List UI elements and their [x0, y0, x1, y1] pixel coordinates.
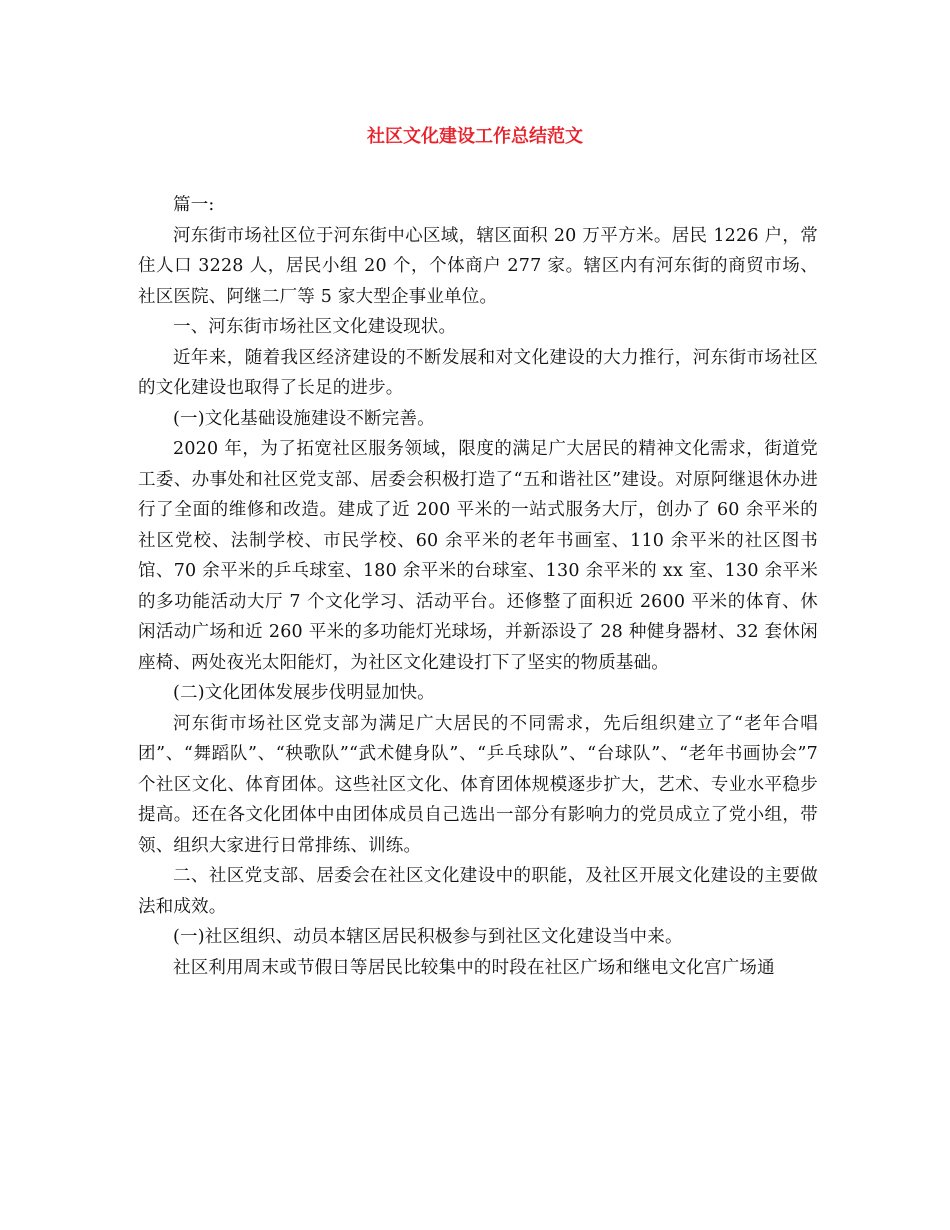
paragraph-activities: 社区利用周末或节假日等居民比较集中的时段在社区广场和继电文化宫广场通 [173, 957, 775, 978]
paragraph-subheading-2: (二)文化团体发展步伐明显加快。 [173, 683, 435, 703]
paragraph-cultural-groups: 河东街市场社区党支部为满足广大居民的不同需求，先后组织建立了“老年合唱团”、“舞蹈队”、“秧歌队”“武术健身队”、“乒乓球队”、“台球队”、“老年书画协会”7 个社区文化、体育团体。这些社区文化、体育团体规模逐步扩大，艺术、专业水平稳步提高。还在各文化团体中由团体成员自己选出一部分有影响力的党员成立了党小组，带领、组织大家进行日常排练、训练。 [138, 713, 818, 856]
paragraph-subheading-1: (一)文化基础设施建设不断完善。 [173, 408, 435, 429]
paragraph-heading-1: 一、河东街市场社区文化建设现状。 [173, 317, 457, 337]
paragraph-facilities: 2020 年，为了拓宽社区服务领域，限度的满足广大居民的精神文化需求，街道党工委、办事处和社区党支部、居委会积极打造了“五和谐社区”建设。对原阿继退休办进行了全面的维修和改造。建成了近 200 平米的一站式服务大厅，创办了 60 余平米的社区党校、法制学校、市民学校、60 余平米的老年书画室、110 余平米的社区图书馆、70 余平米的乒乓球室、180 余平米的台球室、130 余平米的 xx 室、130 余平米的多功能活动大厅 7 个文化学习、活动平台。还修整了面积近 2600 平米的体育、休闲活动广场和近 260 平米的多功能灯光球场，并新添设了 28 种健身器材、32 套休闲座椅、两处夜光太阳能灯，为社区文化建设打下了坚实的物质基础。 [138, 439, 818, 673]
paragraph-progress: 近年来，随着我区经济建设的不断发展和对文化建设的大力推行，河东街市场社区的文化建设也取得了长足的进步。 [138, 347, 818, 398]
paragraph-section-label: 篇一: [173, 195, 215, 215]
document-title: 社区文化建设工作总结范文 [367, 126, 583, 147]
paragraph-subheading-3: (一)社区组织、动员本辖区居民积极参与到社区文化建设当中来。 [173, 927, 683, 947]
document-body [138, 190, 818, 983]
paragraph-community-overview: 河东街市场社区位于河东街中心区域，辖区面积 20 万平方米。居民 1226 户，常住人口 3228 人，居民小组 20 个，个体商户 277 家。辖区内有河东街的商贸市场、社区医院、阿继二厂等 5 家大型企事业单位。 [138, 225, 818, 307]
paragraph-heading-2: 二、社区党支部、居委会在社区文化建设中的职能，及社区开展文化建设的主要做法和成效。 [138, 866, 818, 917]
